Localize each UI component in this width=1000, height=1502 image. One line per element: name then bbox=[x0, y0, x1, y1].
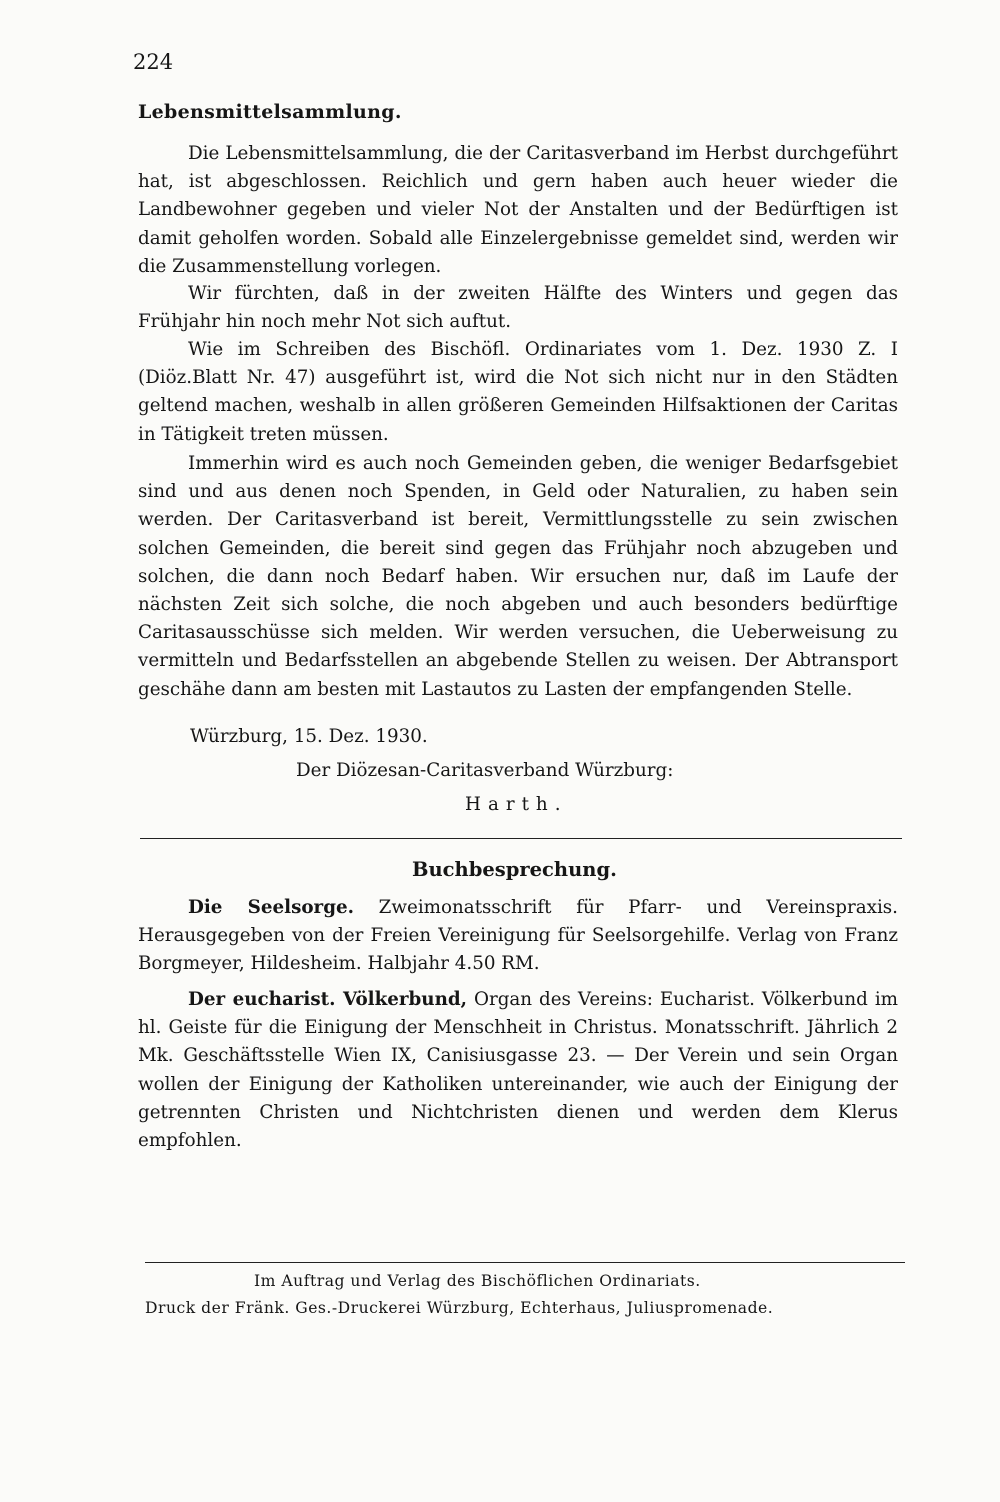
organization-name: Der Diözesan-Caritasverband Würzburg: bbox=[296, 760, 674, 781]
book-title: Die Seelsorge. bbox=[188, 897, 354, 918]
footer-publisher: Im Auftrag und Verlag des Bischöflichen Ordinariats. bbox=[254, 1272, 701, 1290]
footer-printer: Druck der Fränk. Ges.-Druckerei Würzburg, Echterhaus, Juliuspromenade. bbox=[145, 1299, 774, 1317]
section-heading-lebensmittelsammlung: Lebensmittelsammlung. bbox=[138, 101, 402, 123]
paragraph: Wie im Schreiben des Bischöfl. Ordinariates vom 1. Dez. 1930 Z. I (Diöz.Blatt Nr. 47) ausgeführt ist, wird die Not sich nicht nur in den Städten geltend machen, weshalb in allen größeren Gemeinden Hilfsaktionen der Caritas in Tätigkeit treten müssen. bbox=[138, 339, 898, 445]
book-description: Zweimonatsschrift für Pfarr- und Vereinspraxis. Herausgegeben von der Freien Vereinigung für Seelsorgehilfe. Verlag von Franz Borgmeyer, Hildesheim. Halbjahr 4.50 RM. bbox=[138, 897, 898, 975]
signature: Harth. bbox=[465, 794, 568, 815]
place-date: Würzburg, 15. Dez. 1930. bbox=[190, 726, 428, 747]
paragraph: Die Lebensmittelsammlung, die der Caritasverband im Herbst durchgeführt hat, ist abgeschlossen. Reichlich und gern haben auch heuer wieder die Landbewohner gegeben und vieler Not der Anstalten und der Bedürftigen ist damit geholfen worden. Sobald alle Einzelergebnisse gemeldet sind, werden wir die Zusammenstellung vorlegen. bbox=[138, 143, 898, 277]
book-title: Der eucharist. Völkerbund, bbox=[188, 989, 468, 1010]
paragraph: Wir fürchten, daß in der zweiten Hälfte des Winters und gegen das Frühjahr hin noch mehr Not sich auftut. bbox=[138, 283, 898, 333]
book-description: Organ des Vereins: Eucharist. Völkerbund im hl. Geiste für die Einigung der Menschheit in Christus. Monatsschrift. Jährlich 2 Mk. Geschäftsstelle Wien IX, Canisiusgasse 23. — Der Verein und sein Organ wollen der Einigung der Katholiken untereinander, wie auch der Einigung der getrennten Christen und Nichtchristen dienen und werden dem Klerus empfohlen. bbox=[138, 989, 898, 1152]
book-review-item bbox=[138, 894, 898, 979]
book-review-paragraph bbox=[138, 894, 898, 979]
page-number: 224 bbox=[133, 50, 174, 74]
paragraph-block bbox=[138, 450, 898, 704]
book-review-item bbox=[138, 986, 898, 1155]
paragraph-block bbox=[138, 336, 898, 449]
paragraph: Immerhin wird es auch noch Gemeinden geben, die weniger Bedarfsgebiet sind und aus denen noch Spenden, in Geld oder Naturalien, zu haben sein werden. Der Caritasverband ist bereit, Vermittlungsstelle zu sein zwischen solchen Gemeinden, die bereit sind gegen das Frühjahr noch abzugeben und solchen, die dann noch Bedarf haben. Wir ersuchen nur, daß im Laufe der nächsten Zeit sich solche, die noch abgeben und auch besonders bedürftige Caritasausschüsse sich melden. Wir werden versuchen, die Ueberweisung zu vermitteln und Bedarfsstellen an abgebende Stellen zu weisen. Der Abtransport geschähe dann am besten mit Lastautos zu Lasten der empfangenden Stelle. bbox=[138, 453, 898, 700]
section-heading-buchbesprechung: Buchbesprechung. bbox=[412, 858, 617, 881]
divider bbox=[140, 838, 902, 839]
paragraph-block bbox=[138, 140, 898, 281]
footer-divider bbox=[145, 1262, 905, 1263]
book-review-paragraph bbox=[138, 986, 898, 1155]
paragraph-block bbox=[138, 280, 898, 336]
